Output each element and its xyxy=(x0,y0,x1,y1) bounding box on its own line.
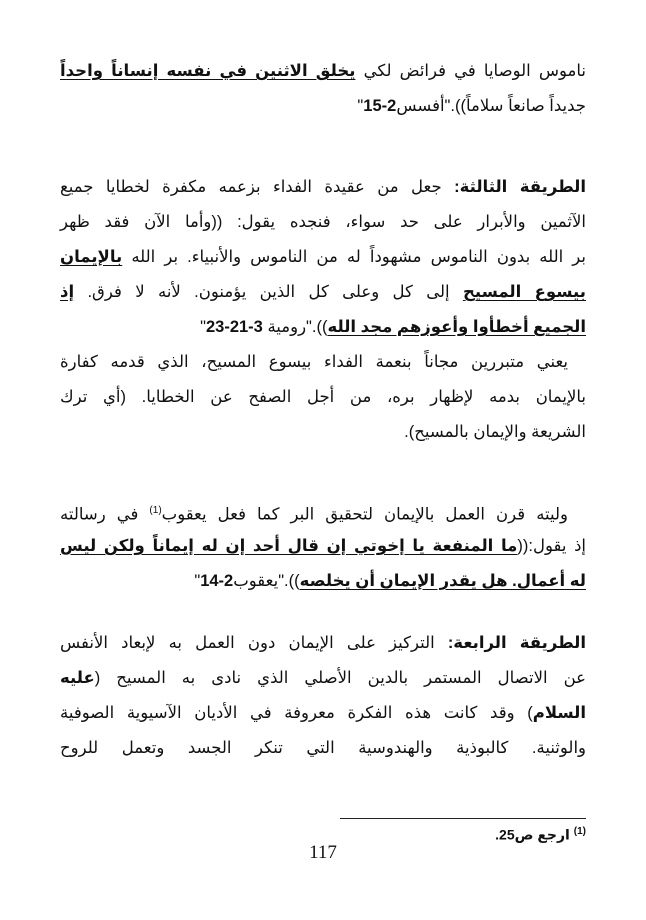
text-run: ناموس الوصايا في فرائض لكي xyxy=(355,62,586,80)
text-line-12 xyxy=(60,535,586,557)
text-run: الشريعة والإيمان بالمسيح). xyxy=(404,423,586,441)
text-line-3 xyxy=(60,176,586,198)
text-line-9 xyxy=(60,386,586,408)
text-run: عن الاتصال المستمر بالدين الأصلي الذي نادى به المسيح ( xyxy=(94,669,586,687)
section-heading: الطريقة الرابعة: xyxy=(447,634,586,652)
text-run: ))."رومية xyxy=(262,318,328,336)
text-line-7 xyxy=(60,316,586,338)
emphasis-text: إذ xyxy=(60,283,75,301)
text-run: في رسالته xyxy=(60,505,150,524)
text-run: التركيز على الإيمان دون العمل به لإبعاد الأنفس xyxy=(60,634,448,652)
emphasis-text: بالإيمان xyxy=(60,248,123,266)
text-run: والوثنية. كالبوذية والهندوسية التي تنكر الجسد وتعمل للروح xyxy=(60,739,586,757)
verse-reference: 2-15 xyxy=(363,97,397,115)
footnote-text: ارجع ص25. xyxy=(495,826,574,843)
text-line-6 xyxy=(60,281,586,303)
text-run: الآثمين والأبرار على حد سواء، فنجده يقول: ((وأما الآن فقد ظهر xyxy=(60,213,586,231)
text-run: بالإيمان بدمه لإظهار بره، من أجل الصفح عن الخطايا. (أي ترك xyxy=(60,388,586,406)
text-line-13 xyxy=(60,570,586,592)
emphasis-text: عليه xyxy=(60,669,95,687)
text-line-8 xyxy=(60,351,568,373)
text-run: وليته قرن العمل بالإيمان لتحقيق البر كما فعل يعقوب xyxy=(161,505,568,524)
text-run: " xyxy=(194,572,201,590)
text-line-1 xyxy=(60,60,586,82)
text-line-16 xyxy=(60,702,586,724)
text-line-14 xyxy=(60,632,586,654)
verse-reference: 3-21-23 xyxy=(205,318,263,336)
emphasis-text: الجميع أخطأوا وأعوزهم مجد الله xyxy=(327,318,586,336)
text-line-15 xyxy=(60,667,586,689)
text-run: جديداً صانعاً سلاماً))."أفسس xyxy=(396,97,586,115)
text-line-2 xyxy=(60,95,586,117)
text-run: " xyxy=(357,97,364,115)
emphasis-text: السلام xyxy=(532,704,586,722)
text-line-11 xyxy=(60,500,568,526)
text-line-5 xyxy=(60,246,586,268)
text-run: إذ يقول:(( xyxy=(517,537,587,555)
text-line-4 xyxy=(60,211,586,233)
text-run: يعني متبررين مجاناً بنعمة الفداء بيسوع المسيح، الذي قدمه كفارة xyxy=(60,353,568,371)
emphasis-text: ما المنفعة يا إخوتي إن قال أحد إن له إيماناً ولكن ليس xyxy=(60,537,518,555)
footnote-marker: (1) xyxy=(149,505,162,516)
emphasis-text: بيسوع المسيح xyxy=(462,283,586,301)
text-line-10 xyxy=(60,421,586,443)
text-run: " xyxy=(200,318,206,336)
text-line-17 xyxy=(60,737,586,759)
text-run: ) وقد كانت هذه الفكرة معروفة في الأديان الآسيوية الصوفية xyxy=(60,704,533,722)
footnote-mark: (1) xyxy=(573,826,586,837)
emphasis-text: له أعمال. هل يقدر الإيمان أن يخلصه xyxy=(299,572,586,590)
text-run: جعل من عقيدة الفداء بزعمه مكفرة لخطايا جميع xyxy=(60,178,455,196)
page-number: 117 xyxy=(309,842,337,863)
section-heading: الطريقة الثالثة: xyxy=(454,178,586,196)
verse-reference: 2-14 xyxy=(200,572,234,590)
footnote-separator xyxy=(340,818,586,819)
text-run: ))."يعقوب xyxy=(233,572,300,590)
emphasis-text: يخلق الاثنين في نفسه إنساناً واحداً xyxy=(60,62,356,80)
text-run: إلى كل وعلى كل الذين يؤمنون. لأنه لا فرق. xyxy=(74,283,463,301)
text-run: بر الله بدون الناموس مشهوداً له من الناموس والأنبياء. بر الله xyxy=(122,248,586,266)
